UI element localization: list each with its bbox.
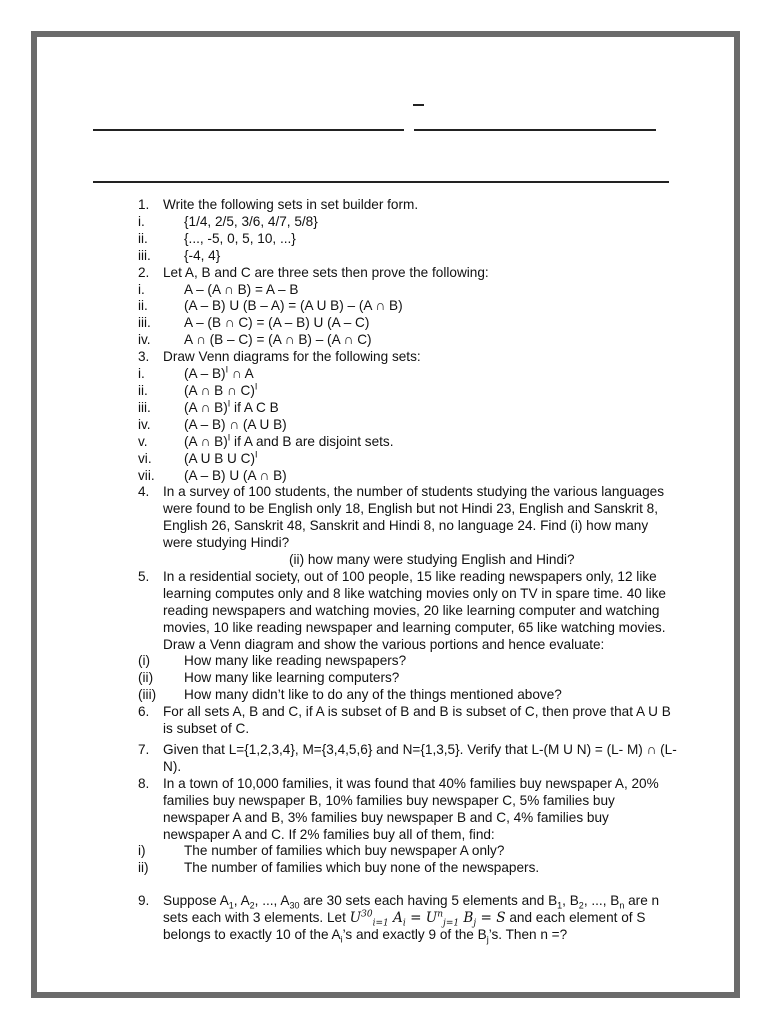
sub-item: iii. A – (B ∩ C) = (A – B) U (A – C) <box>138 315 370 331</box>
question-number: 4. <box>138 484 150 500</box>
sub-item: iv. A ∩ (B – C) = (A ∩ B) – (A ∩ C) <box>138 332 372 348</box>
sub-item: v. (A ∩ B)$^I$ if A and B are disjoint sets. <box>138 432 394 449</box>
question-1 <box>138 197 678 265</box>
question-6 <box>138 704 678 738</box>
sub-item: i. A – (A ∩ B) = A – B <box>138 281 299 297</box>
question-text: For all sets A, B and C, if A is subset of B and B is subset of C, then prove that A U B is subset of C. <box>163 704 671 737</box>
question-8 <box>138 776 678 877</box>
question-number: 1. <box>138 197 150 212</box>
question-text: In a survey of 100 students, the number of students studying the various languages were found to be English only 18, English but not Hindi 23, English and Sanskrit 8, English 26, Sanskrit 48, Sanskrit and Hindi 8, no language 24. Find (i) how many were studying Hindi? <box>163 484 665 551</box>
question-text: Write the following sets in set builder form. <box>163 197 419 212</box>
sub-item: iv. (A – B) ∩ (A U B) <box>138 416 287 432</box>
question-number: 9. <box>138 893 150 909</box>
sub-item: ii) The number of families which buy none of the newspapers. <box>138 860 540 876</box>
sub-item: iii. {-4, 4} <box>138 247 221 263</box>
question-text: Given that L={1,2,3,4}, M={3,4,5,6} and N={1,3,5}. Verify that L-(M U N) = (L- M) ∩ (L- N). <box>163 742 677 774</box>
sub-item: vii. (A – B) U (A ∩ B) <box>138 467 287 483</box>
question-text: In a residential society, out of 100 people, 15 like reading newspapers only, 12 like learning computes only and 8 like watching movies only on TV in spare time. 40 like reading newspapers and watching movies, 20 like learning computer and watching movies, 10 like reading newspaper and learning computer, 65 like watching movies. Draw a Venn diagram and show the various portions and hence evaluate: <box>163 568 666 652</box>
sub-item: i. {1/4, 2/5, 3/6, 4/7, 5/8} <box>138 213 318 229</box>
sub-item: vi. (A U B U C)$^I$ <box>138 449 258 466</box>
question-number: 7. <box>138 742 150 757</box>
question-number: 5. <box>138 568 150 584</box>
question-continuation: (ii) how many were studying English and Hindi? <box>289 552 575 568</box>
question-7 <box>138 742 678 776</box>
sub-item: ii. {..., -5, 0, 5, 10, ...} <box>138 230 296 246</box>
union-formula: $U^{30}_{i=1}$ $A_i = U^n_{j=1}$ $B_j = S$ <box>349 909 506 929</box>
question-number: 8. <box>138 775 150 791</box>
question-text: In a town of 10,000 families, it was found that 40% families buy newspaper A, 20% families buy newspaper B, 10% families buy newspaper C, 5% families buy newspaper A and B, 3% families buy newspaper B and C, 4% families buy newspaper A and C. If 2% families buy all of them, find: <box>163 775 659 842</box>
question-number: 6. <box>138 704 150 720</box>
sub-item: (i) How many like reading newspapers? <box>138 653 407 669</box>
sub-item: i) The number of families which buy newspaper A only? <box>138 843 505 859</box>
question-5 <box>138 569 678 704</box>
question-number: 2. <box>138 264 150 280</box>
sub-item: ii. (A – B) U (B – A) = (A U B) – (A ∩ B) <box>138 298 403 314</box>
question-text: Draw Venn diagrams for the following sets: <box>163 349 421 365</box>
header-rule <box>93 181 669 183</box>
sub-item: i. (A – B)$^I$ ∩ A <box>138 364 254 382</box>
sub-item: ii. (A ∩ B ∩ C)$^I$ <box>138 381 258 398</box>
question-3 <box>138 349 678 484</box>
sub-item: iii. (A ∩ B)$^I$ if A C B <box>138 398 279 415</box>
date-blank-line <box>414 129 656 131</box>
question-text: Suppose $A_1$, $A_2$, ..., $A_{30}$ are 30 sets each having 5 elements and $B_1$, $B_2$, ..., $B_n$ are n sets each with 3 elements. Let $U^{30}_{i=1}$ $A_i = U^n_{j=1}$ $B_j = S$ and each element of S belongs to exactly 10 of the $A_i’s$ and exactly 9 of the $B_j’s$. Then n =? <box>163 893 660 945</box>
question-list <box>138 197 678 944</box>
sub-item: (iii) How many didn’t like to do any of the things mentioned above? <box>138 687 562 703</box>
title-dash <box>413 104 424 106</box>
question-number: 3. <box>138 349 150 365</box>
question-text: Let A, B and C are three sets then prove the following: <box>163 264 489 280</box>
question-2 <box>138 265 678 350</box>
question-4 <box>138 484 678 569</box>
sub-item: (ii) How many like learning computers? <box>138 670 400 686</box>
question-9 <box>138 893 678 944</box>
name-blank-line <box>93 129 404 131</box>
